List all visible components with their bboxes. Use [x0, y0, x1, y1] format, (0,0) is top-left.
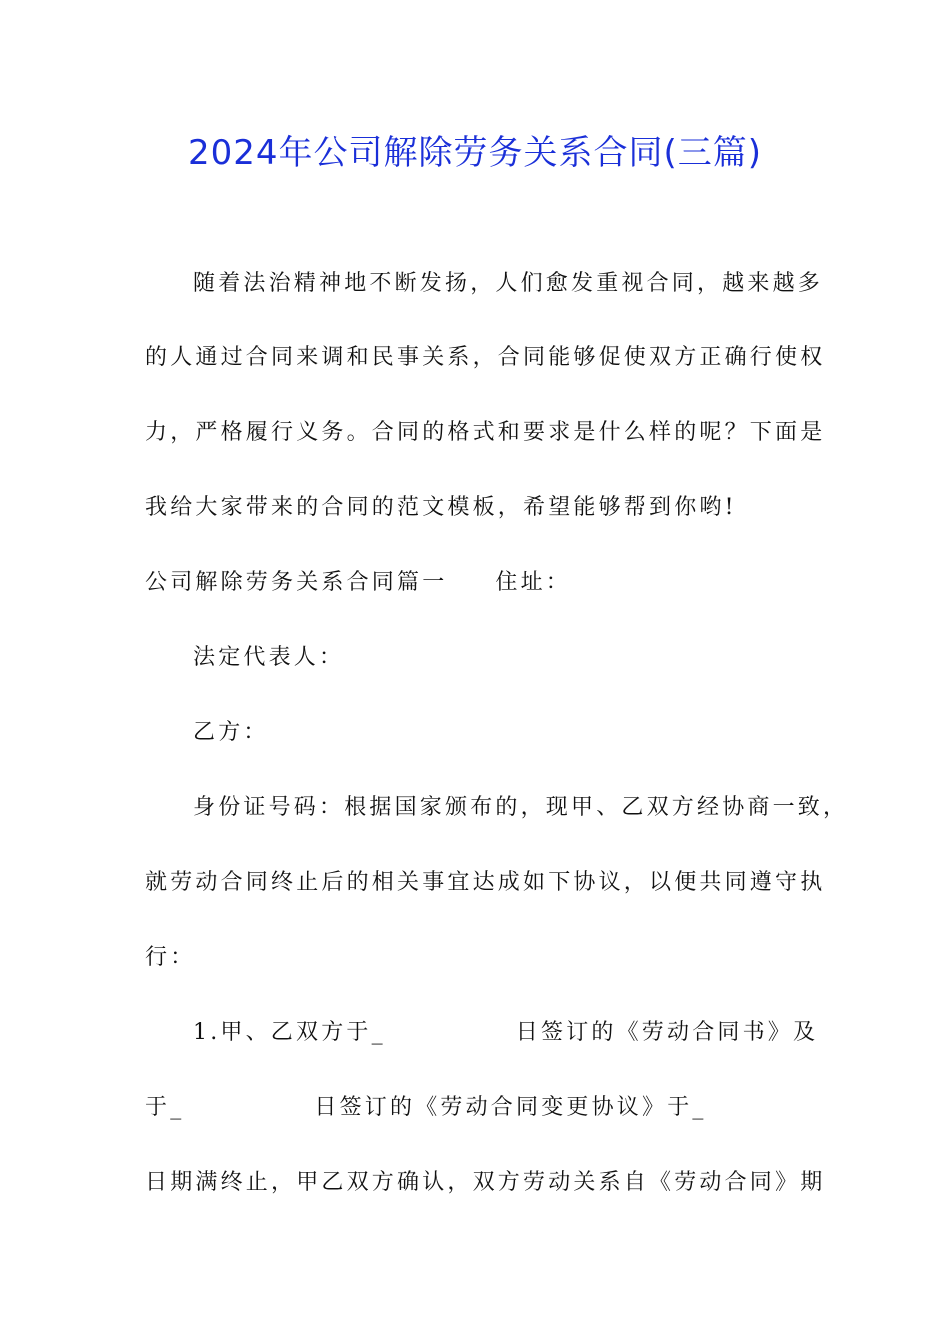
clause-text: 于_: [145, 1095, 185, 1120]
address-label: 住址：: [495, 570, 572, 595]
clause-text: 日签订的《劳动合同变更协议》于_: [314, 1095, 707, 1120]
paragraph-line: 就劳动合同终止后的相关事宜达成如下协议，以便共同遵守执: [145, 870, 826, 895]
paragraph-line: 身份证号码：根据国家颁布的，现甲、乙双方经协商一致，: [193, 795, 849, 820]
paragraph-line: 日期满终止，甲乙双方确认，双方劳动关系自《劳动合同》期: [145, 1170, 826, 1195]
legal-representative-label: 法定代表人：: [193, 645, 345, 670]
paragraph-line: 随着法治精神地不断发扬，人们愈发重视合同，越来越多: [193, 271, 824, 296]
paragraph-line: 行：: [145, 945, 196, 970]
section-heading: 公司解除劳务关系合同篇一: [145, 570, 448, 595]
clause-line: [145, 1090, 815, 1126]
paragraph-line: 的人通过合同来调和民事关系，合同能够促使双方正确行使权: [145, 345, 826, 370]
clause-text: 1.甲、乙双方于_: [193, 1020, 386, 1045]
party-b-label: 乙方：: [193, 720, 269, 745]
clause-text: 日签订的《劳动合同书》及: [515, 1020, 819, 1045]
document-title: 2024年公司解除劳务关系合同(三篇): [187, 133, 763, 173]
section-heading-line: [145, 565, 815, 601]
paragraph-line: 我给大家带来的合同的范文模板，希望能够帮到你哟!: [145, 495, 737, 520]
paragraph-line: 力，严格履行义务。合同的格式和要求是什么样的呢？下面是: [145, 420, 826, 445]
clause-line: [193, 1015, 819, 1051]
